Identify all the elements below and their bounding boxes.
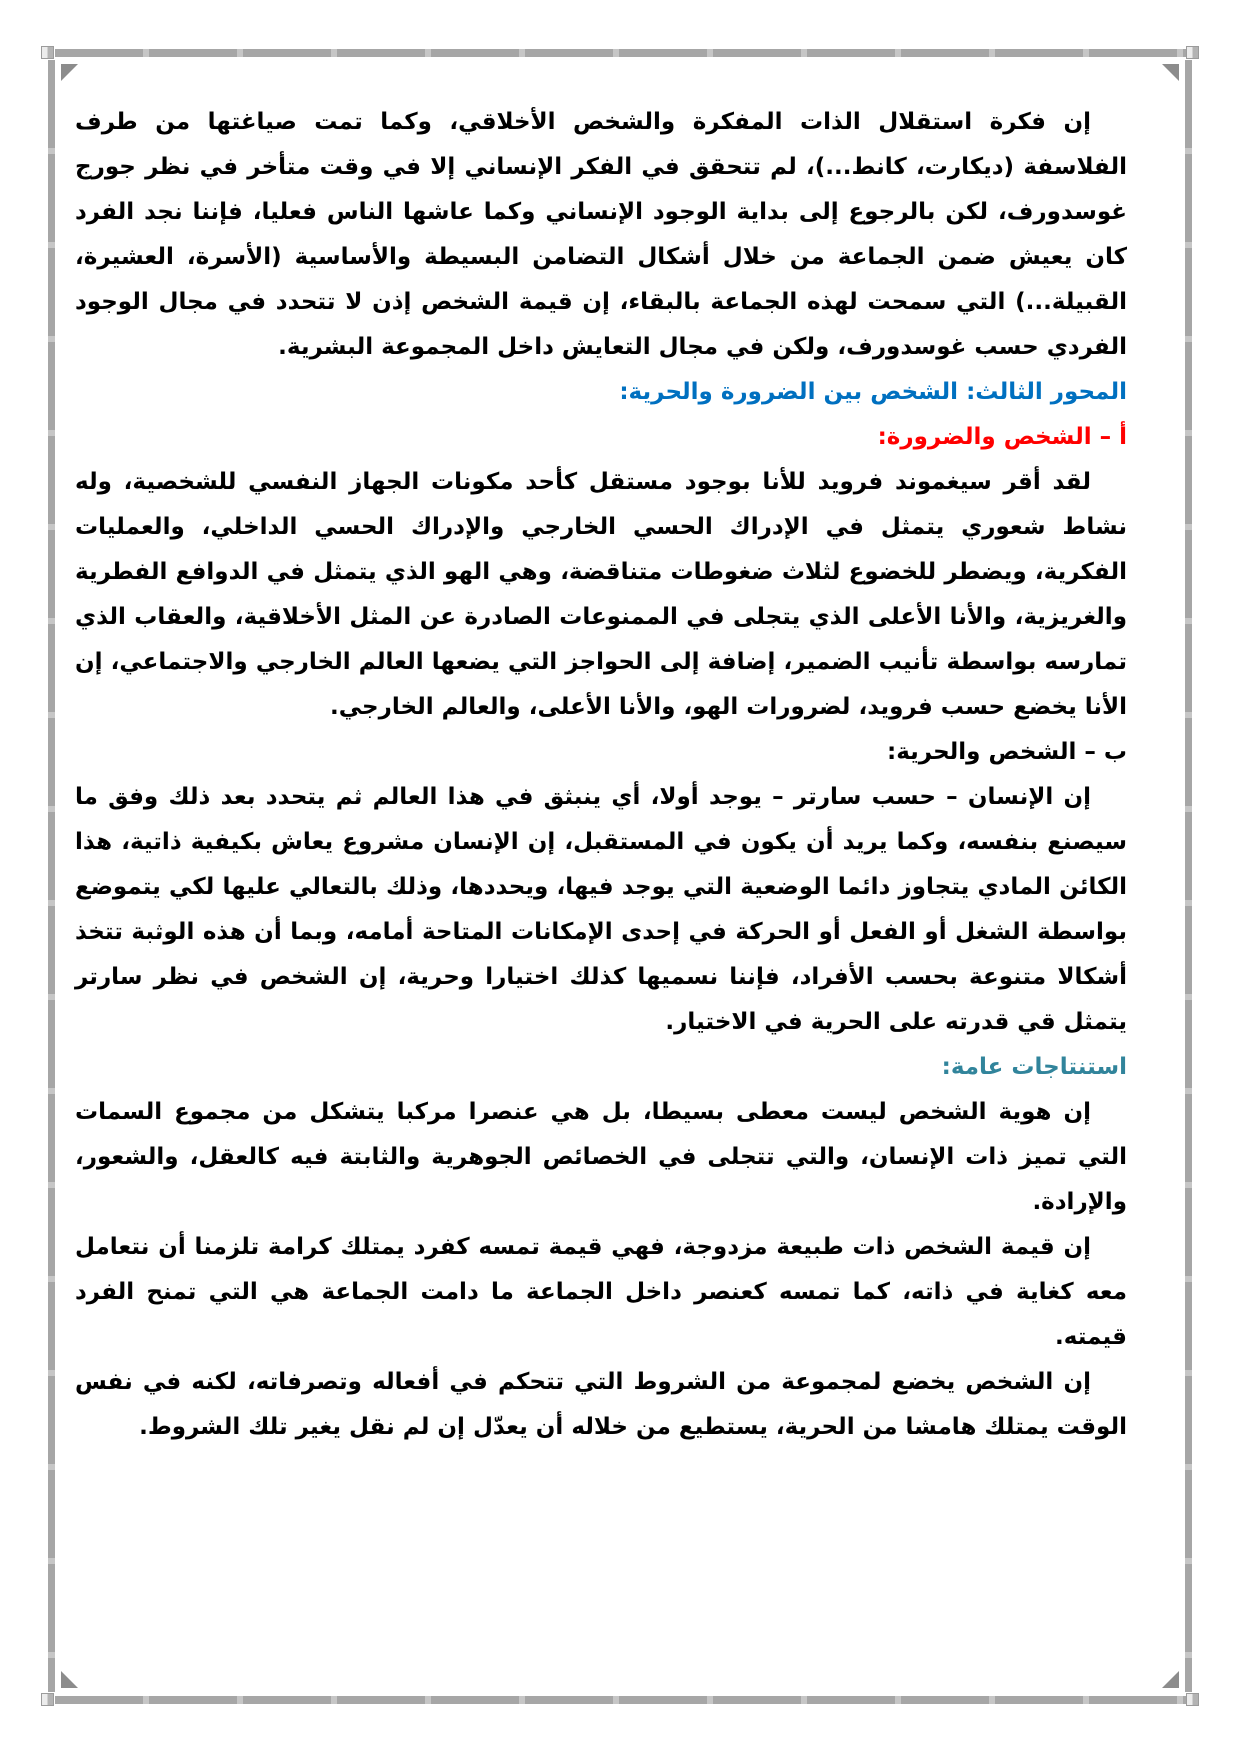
document-content [75,100,1127,1450]
page-border-left [48,60,55,1692]
border-corner-cap-top-left [41,46,54,59]
heading-general-conclusions: استنتاجات عامة: [941,1054,1127,1080]
border-corner-triangle-bottom-right [1162,1671,1179,1688]
page-border-bottom [55,1696,1186,1704]
heading-person-and-necessity: أ – الشخص والضرورة: [877,424,1127,450]
heading-person-and-freedom: ب – الشخص والحرية: [887,739,1127,765]
page-border-top [55,49,1186,57]
paragraph-conclusion-identity: إن هوية الشخص ليست معطى بسيطا، بل هي عنصرا مركبا يتشكل من مجموع السمات التي تميز ذات الإنسان، والتي تتجلى في الخصائص الجوهرية والثابتة فيه كالعقل، والشعور، والإرادة. [75,1099,1127,1215]
border-corner-cap-bottom-left [41,1693,54,1706]
paragraph-freud-necessity: لقد أقر سيغموند فرويد للأنا بوجود مستقل كأحد مكونات الجهاز النفسي للشخصية، وله نشاط شعوري يتمثل في الإدراك الحسي الخارجي والإدراك الحسي الداخلي، والعمليات الفكرية، ويضطر للخضوع لثلاث ضغوطات متناقضة، وهي الهو الذي يتمثل في الدوافع الفطرية والغريزية، والأنا الأعلى الذي يتجلى في الممنوعات الصادرة عن المثل الأخلاقية، والعقاب الذي تمارسه بواسطة تأنيب الضمير، إضافة إلى الحواجز التي يضعها العالم الخارجي والاجتماعي، إن الأنا يخضع حسب فرويد، لضرورات الهو، والأنا الأعلى، والعالم الخارجي. [75,469,1127,720]
page-border-right [1185,60,1192,1692]
border-corner-triangle-top-left [61,64,78,81]
paragraph-intro-gusdorf: إن فكرة استقلال الذات المفكرة والشخص الأخلاقي، وكما تمت صياغتها من طرف الفلاسفة (ديكارت، كانط...)، لم تتحقق في الفكر الإنساني إلا في وقت متأخر في نظر جورج غوسدورف، لكن بالرجوع إلى بداية الوجود الإنساني وكما عاشها الناس فعليا، فإننا نجد الفرد كان يعيش ضمن الجماعة من خلال أشكال التضامن البسيطة والأساسية (الأسرة، العشيرة، القبيلة...) التي سمحت لهذه الجماعة بالبقاء، إن قيمة الشخص إذن لا تتحدد في مجال الوجود الفردي حسب غوسدورف، ولكن في مجال التعايش داخل المجموعة البشرية. [75,109,1127,360]
border-corner-triangle-top-right [1162,64,1179,81]
border-corner-cap-top-right [1186,46,1199,59]
paragraph-conclusion-value: إن قيمة الشخص ذات طبيعة مزدوجة، فهي قيمة تمسه كفرد يمتلك كرامة تلزمنا أن نتعامل معه كغاية في ذاته، كما تمسه كعنصر داخل الجماعة ما دامت الجماعة هي التي تمنح الفرد قيمته. [75,1234,1127,1350]
paragraph-sartre-freedom: إن الإنسان – حسب سارتر – يوجد أولا، أي ينبثق في هذا العالم ثم يتحدد بعد ذلك وفق ما سيصنع بنفسه، وكما يريد أن يكون في المستقبل، إن الإنسان مشروع يعاش بكيفية ذاتية، هذا الكائن المادي يتجاوز دائما الوضعية التي يوجد فيها، ويحددها، وذلك بالتعالي عليها لكي يتموضع بواسطة الشغل أو الفعل أو الحركة في إحدى الإمكانات المتاحة أمامه، وبما أن هذه الوثبة تتخذ أشكالا متنوعة بحسب الأفراد، فإننا نسميها كذلك اختيارا وحرية، إن الشخص في نظر سارتر يتمثل قي قدرته على الحرية في الاختيار. [75,784,1127,1035]
border-corner-cap-bottom-right [1186,1693,1199,1706]
paragraph-conclusion-freedom: إن الشخص يخضع لمجموعة من الشروط التي تتحكم في أفعاله وتصرفاته، لكنه في نفس الوقت يمتلك هامشا من الحرية، يستطيع من خلاله أن يعدّل إن لم نقل يغير تلك الشروط. [75,1369,1127,1440]
border-corner-triangle-bottom-left [61,1671,78,1688]
heading-axis-three: المحور الثالث: الشخص بين الضرورة والحرية: [619,379,1127,405]
